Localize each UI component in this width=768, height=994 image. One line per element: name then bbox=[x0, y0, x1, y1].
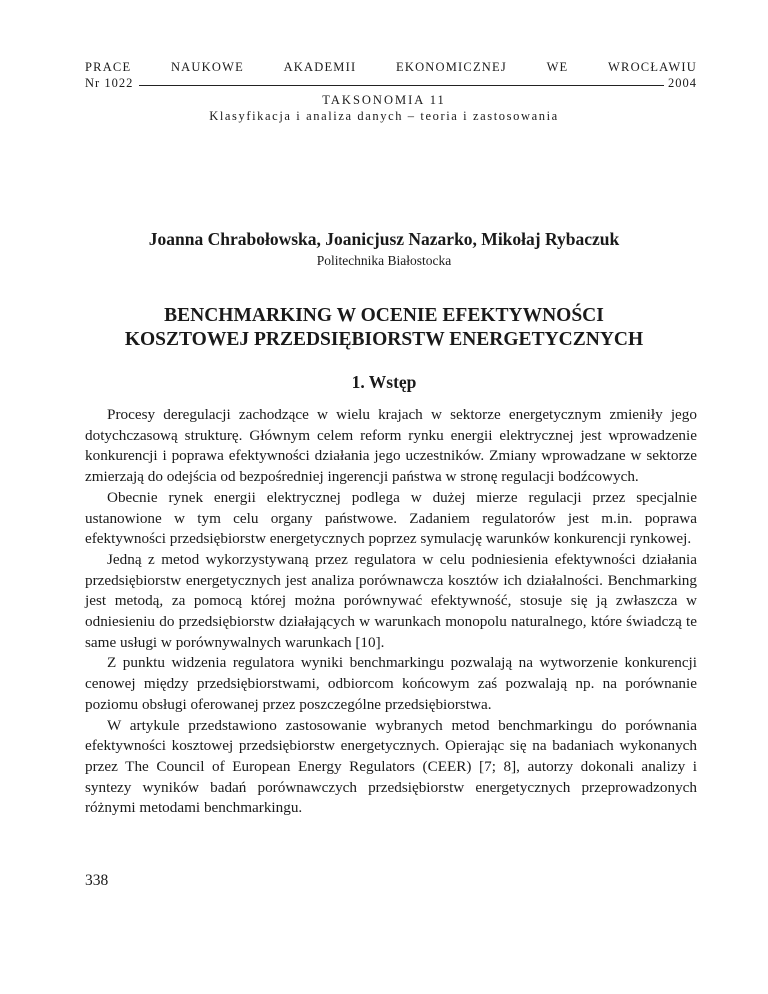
issue-line bbox=[85, 76, 697, 91]
series-word: WE bbox=[546, 60, 569, 74]
series-word: PRACE bbox=[85, 60, 132, 74]
series-word: EKONOMICZNEJ bbox=[396, 60, 507, 74]
article-authors: Joanna Chrabołowska, Joanicjusz Nazarko, Mikołaj Rybaczuk bbox=[148, 229, 620, 249]
section-subtitle: Klasyfikacja i analiza danych – teoria i zastosowania bbox=[209, 109, 559, 123]
section-name: TAKSONOMIA 11 bbox=[322, 93, 446, 107]
author-affiliation: Politechnika Białostocka bbox=[316, 253, 452, 268]
article-title bbox=[0, 304, 768, 352]
page-number: 338 bbox=[85, 872, 109, 889]
title-line: BENCHMARKING W OCENIE EFEKTYWNOŚCI bbox=[164, 305, 604, 326]
series-header bbox=[85, 60, 697, 75]
section-heading: 1. Wstęp bbox=[351, 372, 417, 392]
body-paragraph: W artykule przedstawiono zastosowanie wybranych metod benchmarkingu do porównania efektywności kosztowej przedsiębiorstw energetycznych. Opierając się na badaniach wykonanych przez The Council of European Energy Regulators (CEER) [7; 8], autorzy dokonali analizy i syntezy wyników badań porównawczych przedsiębiorstw energetycznych przeprowadzonych różnymi metodami benchmarkingu. bbox=[85, 716, 697, 817]
issue-year: 2004 bbox=[668, 76, 697, 90]
issue-number: Nr 1022 bbox=[85, 76, 134, 90]
title-line: KOSZTOWEJ PRZEDSIĘBIORSTW ENERGETYCZNYCH bbox=[124, 329, 644, 350]
body-paragraph: Jedną z metod wykorzystywaną przez regulatora w celu podniesienia efektywności działania przedsiębiorstw energetycznych jest analiza porównawcza kosztów ich działalności. Benchmarking jest metodą, za pomocą której można porównywać efektywność, stosuje się ją zwłaszcza w odniesieniu do przedsiębiorstw działających w warunkach monopolu naturalnego, które świadczą te same usługi w porównywalnych warunkach [10]. bbox=[85, 550, 697, 651]
body-paragraph: Obecnie rynek energii elektrycznej podlega w dużej mierze regulacji przez specjalnie ustanowione w tym celu organy państwowe. Zadaniem regulatorów jest m.in. poprawa efektywności przedsiębiorstw energetycznych poprzez symulację warunków konkurencji rynkowej. bbox=[85, 488, 697, 548]
body-paragraph: Z punktu widzenia regulatora wyniki benchmarkingu pozwalają na wytworzenie konkurencji cenowej między przedsiębiorstwami, odbiorcom końcowym zaś pozwalają np. na porównanie poziomu obsługi oferowanej przez poszczególne przedsiębiorstwa. bbox=[85, 654, 697, 713]
header-rule bbox=[139, 85, 664, 86]
series-word: WROCŁAWIU bbox=[608, 60, 697, 74]
series-word: AKADEMII bbox=[283, 60, 357, 74]
body-paragraph: Procesy deregulacji zachodzące w wielu krajach w sektorze energetycznym zmieniły jego dotychczasową strukturę. Głównym celem reform rynku energii elektrycznej jest wprowadzenie konkurencji i poprawa efektywności działania jego uczestników. Zmiany wprowadzane w sektorze zmierzają do odejścia od bezpośredniej ingerencji państwa w stronę regulacji bodźcowych. bbox=[85, 406, 697, 486]
series-word: NAUKOWE bbox=[170, 60, 244, 74]
article-body bbox=[85, 405, 697, 819]
